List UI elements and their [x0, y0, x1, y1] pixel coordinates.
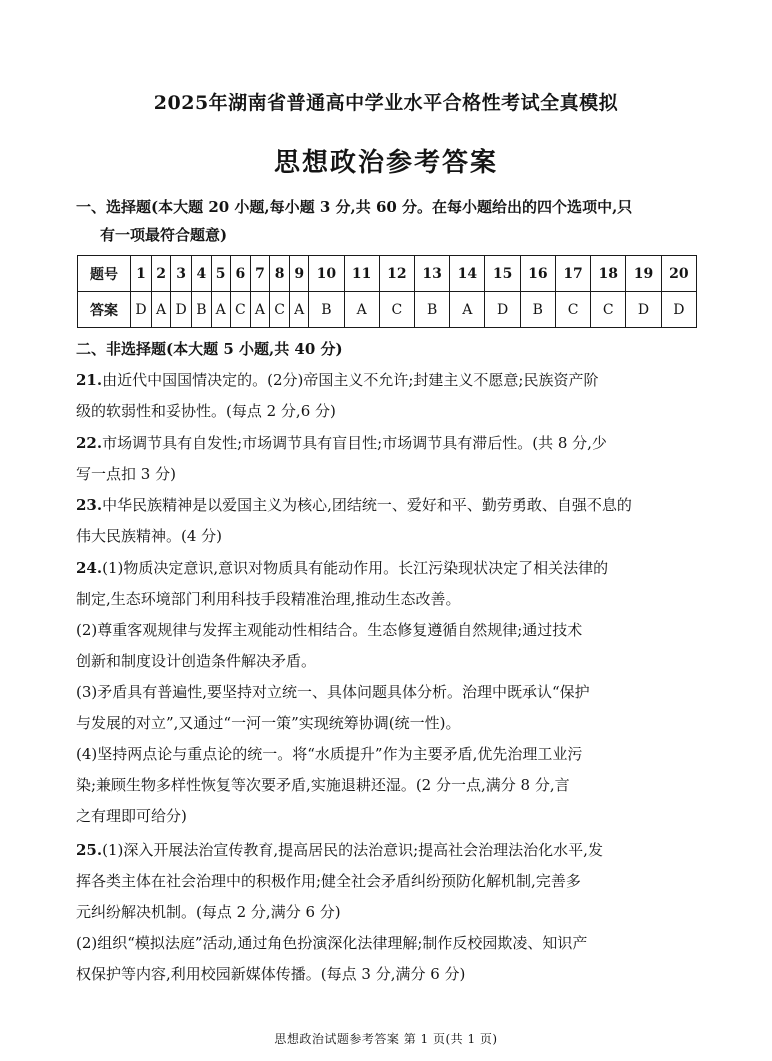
question-number-cell: 7 [250, 256, 269, 292]
answer-cell: D [171, 292, 192, 328]
section-choice-heading [76, 193, 716, 249]
question-number-cell: 4 [192, 256, 211, 292]
answer-cell: C [230, 292, 250, 328]
answer-line: (2)组织“模拟法庭”活动,通过角色扮演深化法律理解;制作反校园欺凌、知识产 [76, 934, 588, 952]
answer-line: 挥各类主体在社会治理中的积极作用;健全社会矛盾纠纷预防化解机制,完善多 [76, 872, 581, 890]
answer-line: 与发展的对立”,又通过“一河一策”实现统筹协调(统一性)。 [76, 714, 461, 732]
question-number-cell: 11 [344, 256, 379, 292]
answer-cell: D [661, 292, 696, 328]
answer-line: 染;兼顾生物多样性恢复等次要矛盾,实施退耕还湿。(2 分一点,满分 8 分,言 [76, 776, 570, 794]
answer-line: 制定,生态环境部门利用科技手段精准治理,推动生态改善。 [76, 590, 461, 608]
question-number-cell: 15 [485, 256, 520, 292]
section-nonchoice-heading: 二、非选择题(本大题 5 小题,共 40 分) [76, 340, 343, 358]
answer-cell: B [415, 292, 450, 328]
question-number-cell: 10 [309, 256, 344, 292]
question-number-cell: 20 [661, 256, 696, 292]
page-footer: 思想政治试题参考答案 第 1 页(共 1 页) [274, 1032, 498, 1046]
answer-cell: C [379, 292, 414, 328]
answer-line: 由近代中国国情决定的。(2分)帝国主义不允许;封建主义不愿意;民族资产阶 [102, 371, 599, 389]
answer-cell: A [290, 292, 309, 328]
answer-cell: A [152, 292, 171, 328]
question-number-cell: 2 [152, 256, 171, 292]
answer-cell: D [626, 292, 661, 328]
answer-line: 市场调节具有自发性;市场调节具有盲目性;市场调节具有滞后性。(共 8 分,少 [102, 434, 607, 452]
answer-table-number-row [78, 256, 697, 292]
answer-line: (1)物质决定意识,意识对物质具有能动作用。长江污染现状决定了相关法律的 [102, 559, 609, 577]
question-number-cell: 5 [211, 256, 230, 292]
answer-cell: A [250, 292, 269, 328]
answer-cell: A [450, 292, 485, 328]
question-number-cell: 17 [555, 256, 590, 292]
question-number-cell: 6 [230, 256, 250, 292]
question-24 [76, 553, 696, 832]
section-choice-line1: 一、选择题(本大题 20 小题,每小题 3 分,共 60 分。在每小题给出的四个选项中,只 [76, 198, 633, 216]
answer-line: 写一点扣 3 分) [76, 465, 176, 483]
question-number-cell: 18 [591, 256, 626, 292]
question-number-cell: 3 [171, 256, 192, 292]
answer-cell: A [344, 292, 379, 328]
question-number-cell: 13 [415, 256, 450, 292]
question-number-cell: 16 [520, 256, 555, 292]
number-row-label: 题号 [78, 256, 131, 292]
answer-line: 伟大民族精神。(4 分) [76, 527, 223, 545]
question-number: 22. [76, 434, 103, 452]
answer-line: (1)深入开展法治宣传教育,提高居民的法治意识;提高社会治理法治化水平,发 [102, 841, 603, 859]
answer-cell: D [485, 292, 520, 328]
answer-cell: B [309, 292, 344, 328]
question-number-cell: 8 [270, 256, 290, 292]
answer-line: 元纠纷解决机制。(每点 2 分,满分 6 分) [76, 903, 341, 921]
question-22 [76, 428, 696, 490]
section-choice-line2: 有一项最符合题意) [100, 226, 228, 244]
answer-cell: A [211, 292, 230, 328]
answer-table [77, 255, 697, 328]
answer-cell: C [270, 292, 290, 328]
question-number-cell: 12 [379, 256, 414, 292]
exam-title: 2025年湖南省普通高中学业水平合格性考试全真模拟 [153, 92, 619, 114]
answer-line: 级的软弱性和妥协性。(每点 2 分,6 分) [76, 402, 336, 420]
answer-cell: D [131, 292, 152, 328]
question-25 [76, 835, 696, 990]
answer-line: (3)矛盾具有普遍性,要坚持对立统一、具体问题具体分析。治理中既承认“保护 [76, 683, 590, 701]
answer-row-label: 答案 [78, 292, 131, 328]
answer-line: (2)尊重客观规律与发挥主观能动性相结合。生态修复遵循自然规律;通过技术 [76, 621, 583, 639]
question-number: 23. [76, 496, 103, 514]
answer-cell: C [591, 292, 626, 328]
answer-line: 中华民族精神是以爱国主义为核心,团结统一、爱好和平、勤劳勇敢、自强不息的 [102, 496, 632, 514]
question-number-cell: 19 [626, 256, 661, 292]
question-23 [76, 490, 696, 552]
answer-line: (4)坚持两点论与重点论的统一。将“水质提升”作为主要矛盾,优先治理工业污 [76, 745, 583, 763]
question-number-cell: 9 [290, 256, 309, 292]
question-number: 21. [76, 371, 103, 389]
question-number-cell: 1 [131, 256, 152, 292]
document-title: 思想政治参考答案 [273, 148, 498, 178]
answer-line: 创新和制度设计创造条件解决矛盾。 [76, 652, 317, 670]
question-21 [76, 365, 696, 427]
answer-table-answer-row [78, 292, 697, 328]
question-number: 25. [76, 841, 103, 859]
answer-line: 之有理即可给分) [76, 807, 187, 825]
answer-line: 权保护等内容,利用校园新媒体传播。(每点 3 分,满分 6 分) [76, 965, 466, 983]
answer-cell: B [520, 292, 555, 328]
question-number: 24. [76, 559, 103, 577]
answer-cell: B [192, 292, 211, 328]
question-number-cell: 14 [450, 256, 485, 292]
answer-cell: C [555, 292, 590, 328]
